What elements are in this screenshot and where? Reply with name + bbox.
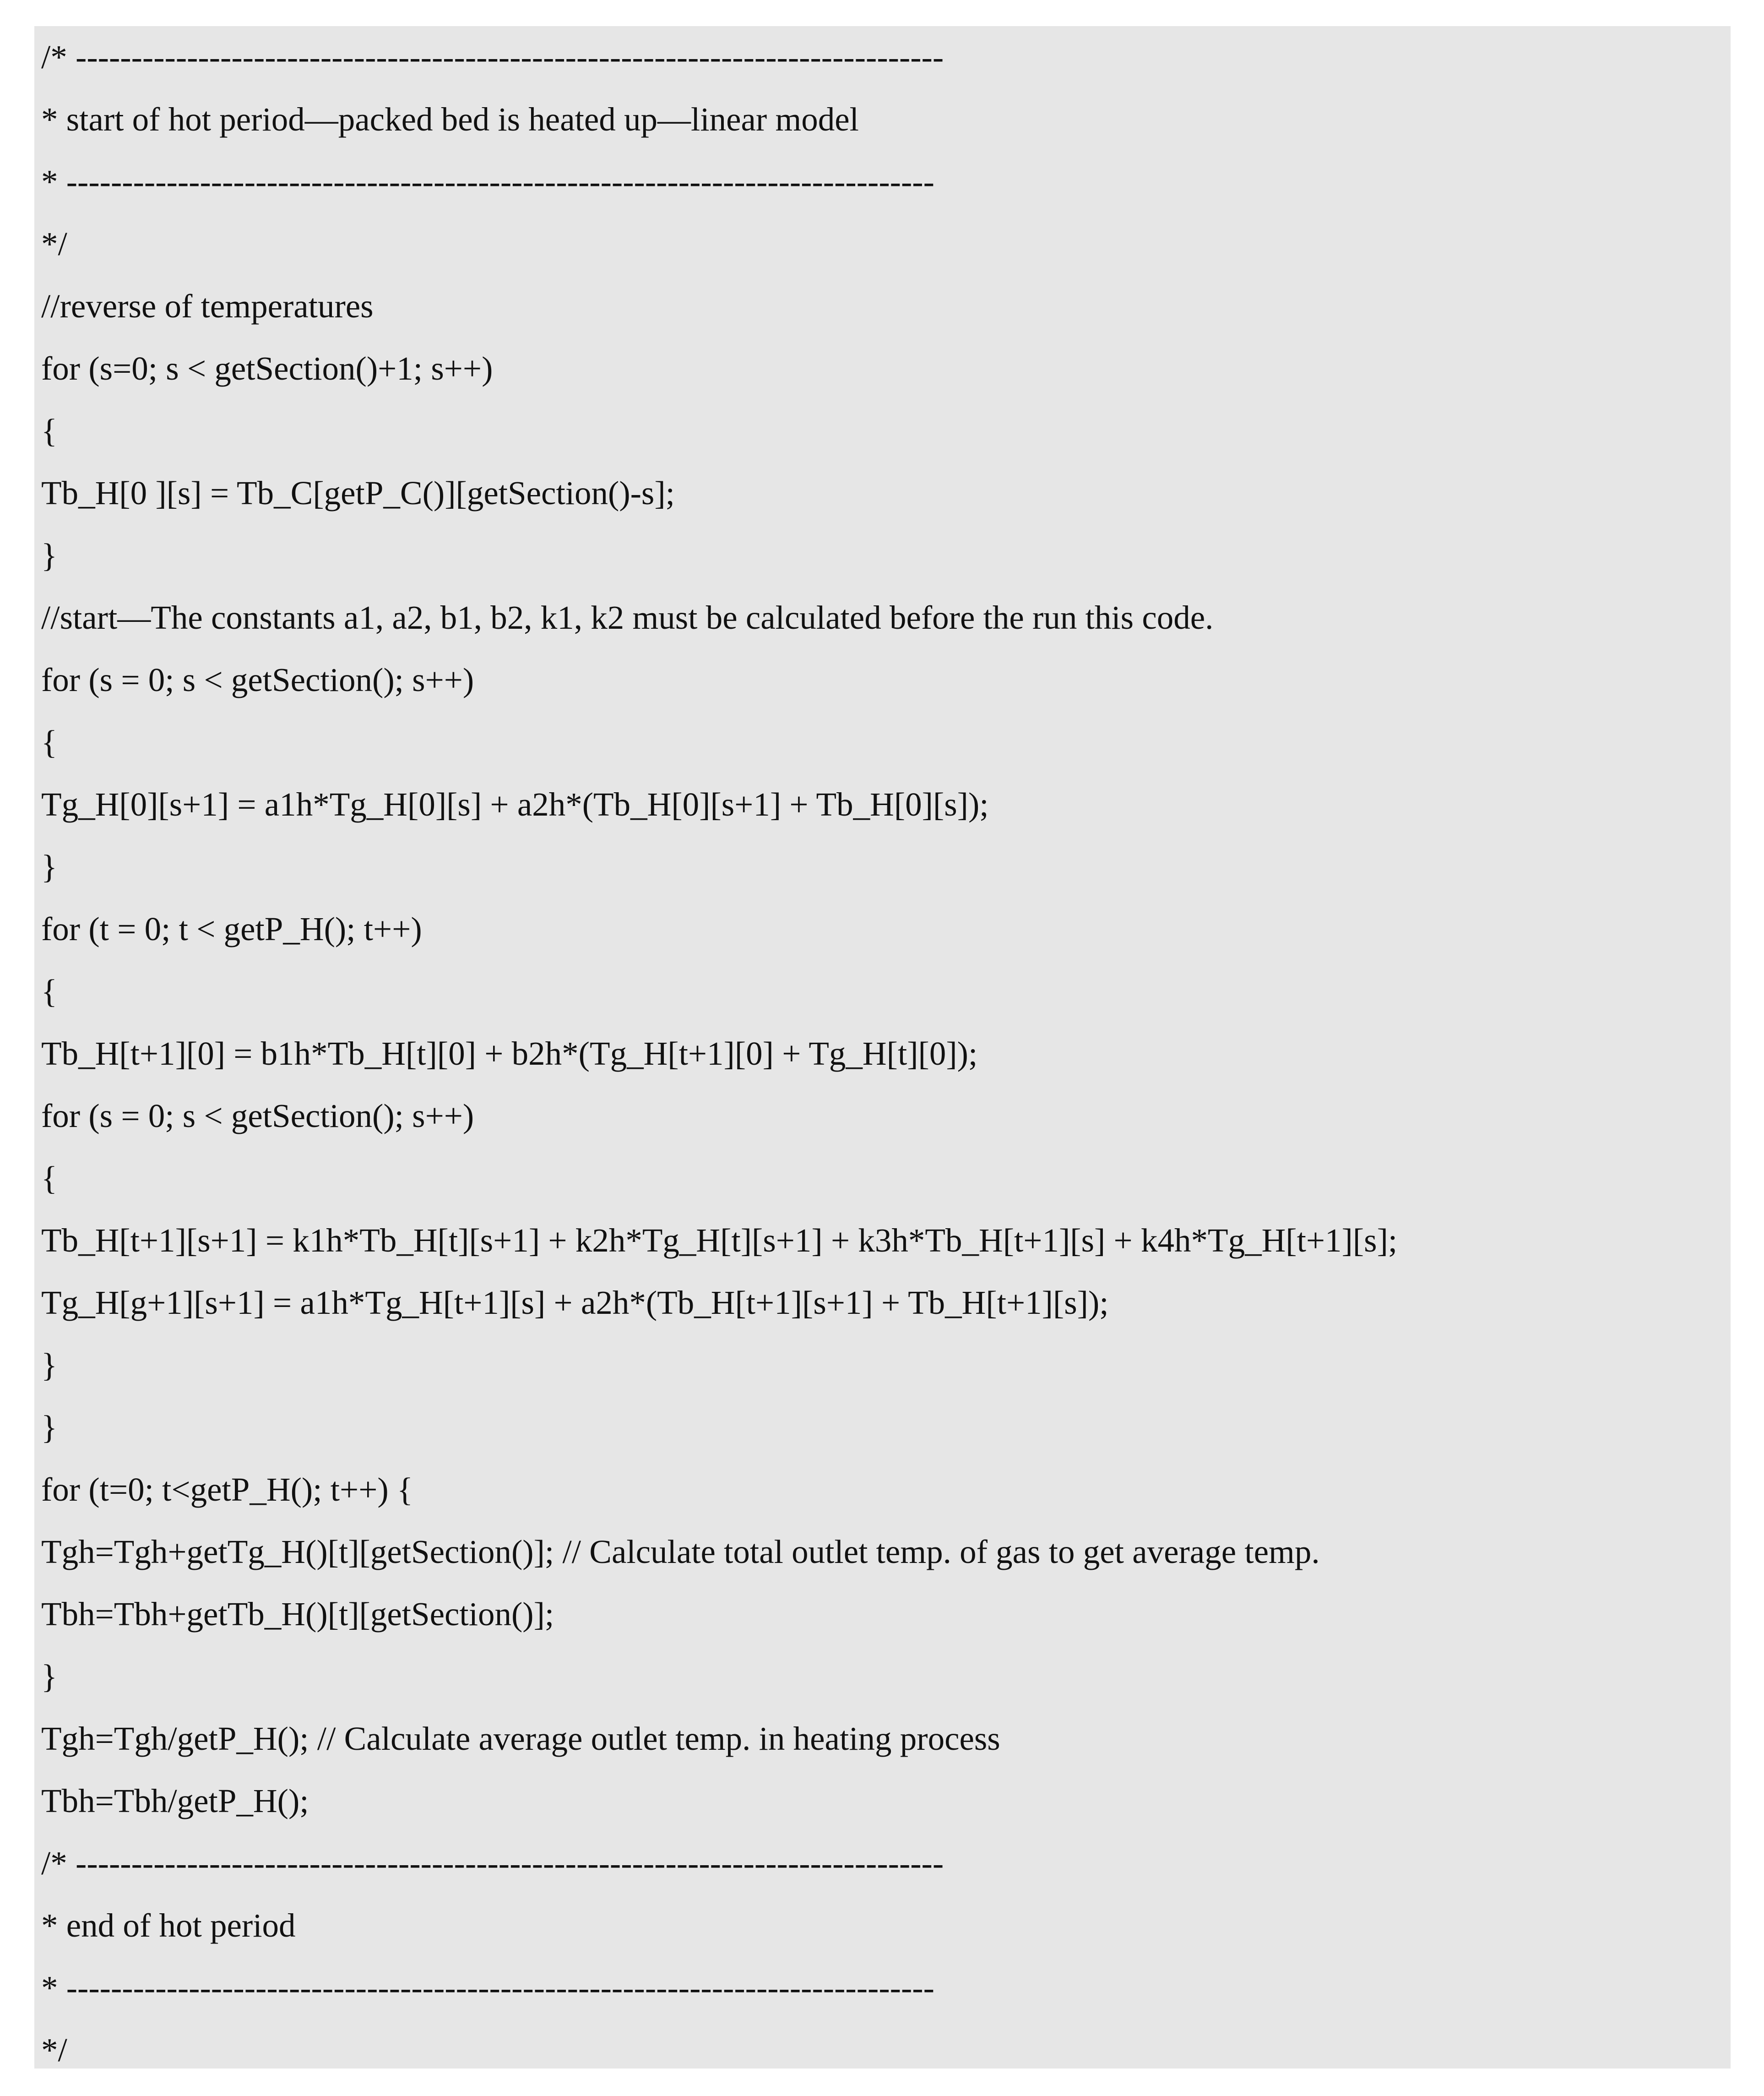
code-line-19: {: [41, 1160, 58, 1197]
code-line-33: */: [41, 2031, 67, 2069]
code-line-6: for (s=0; s < getSection()+1; s++): [41, 350, 493, 387]
code-line-17: Tb_H[t+1][0] = b1h*Tb_H[t][0] + b2h*(Tg_H[t+1][0] + Tg_H[t][0]);: [41, 1035, 978, 1072]
code-line-23: }: [41, 1409, 58, 1446]
code-line-28: Tgh=Tgh/getP_H(); // Calculate average outlet temp. in heating process: [41, 1720, 1000, 1757]
code-block: [34, 26, 1731, 2069]
code-line-30: /* ------------------------------------------------------------------------------: [41, 1845, 944, 1882]
code-line-5: //reverse of temperatures: [41, 288, 374, 325]
code-line-2: * start of hot period—packed bed is heated up—linear model: [41, 101, 859, 138]
code-line-9: }: [41, 537, 58, 574]
code-line-4: */: [41, 225, 67, 262]
code-lines: [41, 26, 1397, 2081]
code-line-24: for (t=0; t<getP_H(); t++) {: [41, 1471, 413, 1508]
code-line-16: {: [41, 973, 58, 1010]
code-line-3: * ------------------------------------------------------------------------------: [41, 163, 934, 200]
code-line-1: /* ------------------------------------------------------------------------------: [41, 38, 944, 76]
code-line-21: Tg_H[g+1][s+1] = a1h*Tg_H[t+1][s] + a2h*(Tb_H[t+1][s+1] + Tb_H[t+1][s]);: [41, 1284, 1109, 1321]
code-line-20: Tb_H[t+1][s+1] = k1h*Tb_H[t][s+1] + k2h*Tg_H[t][s+1] + k3h*Tb_H[t+1][s] + k4h*Tg_H[t+1][s];: [41, 1222, 1398, 1259]
code-line-11: for (s = 0; s < getSection(); s++): [41, 661, 474, 698]
code-line-14: }: [41, 848, 58, 885]
code-line-26: Tbh=Tbh+getTb_H()[t][getSection()];: [41, 1595, 554, 1633]
code-line-25: Tgh=Tgh+getTg_H()[t][getSection()]; // Calculate total outlet temp. of gas to get average temp.: [41, 1533, 1320, 1570]
code-line-13: Tg_H[0][s+1] = a1h*Tg_H[0][s] + a2h*(Tb_H[0][s+1] + Tb_H[0][s]);: [41, 786, 989, 823]
code-line-15: for (t = 0; t < getP_H(); t++): [41, 910, 422, 947]
code-line-10: //start—The constants a1, a2, b1, b2, k1, k2 must be calculated before the run this code.: [41, 599, 1214, 636]
code-line-29: Tbh=Tbh/getP_H();: [41, 1782, 309, 1819]
code-line-31: * end of hot period: [41, 1907, 296, 1944]
code-line-7: {: [41, 412, 58, 449]
code-line-12: {: [41, 724, 58, 761]
code-line-8: Tb_H[0 ][s] = Tb_C[getP_C()][getSection()-s];: [41, 474, 675, 512]
code-line-27: }: [41, 1658, 58, 1695]
code-line-22: }: [41, 1346, 58, 1383]
code-line-18: for (s = 0; s < getSection(); s++): [41, 1097, 474, 1134]
code-line-32: * ------------------------------------------------------------------------------: [41, 1969, 934, 2006]
